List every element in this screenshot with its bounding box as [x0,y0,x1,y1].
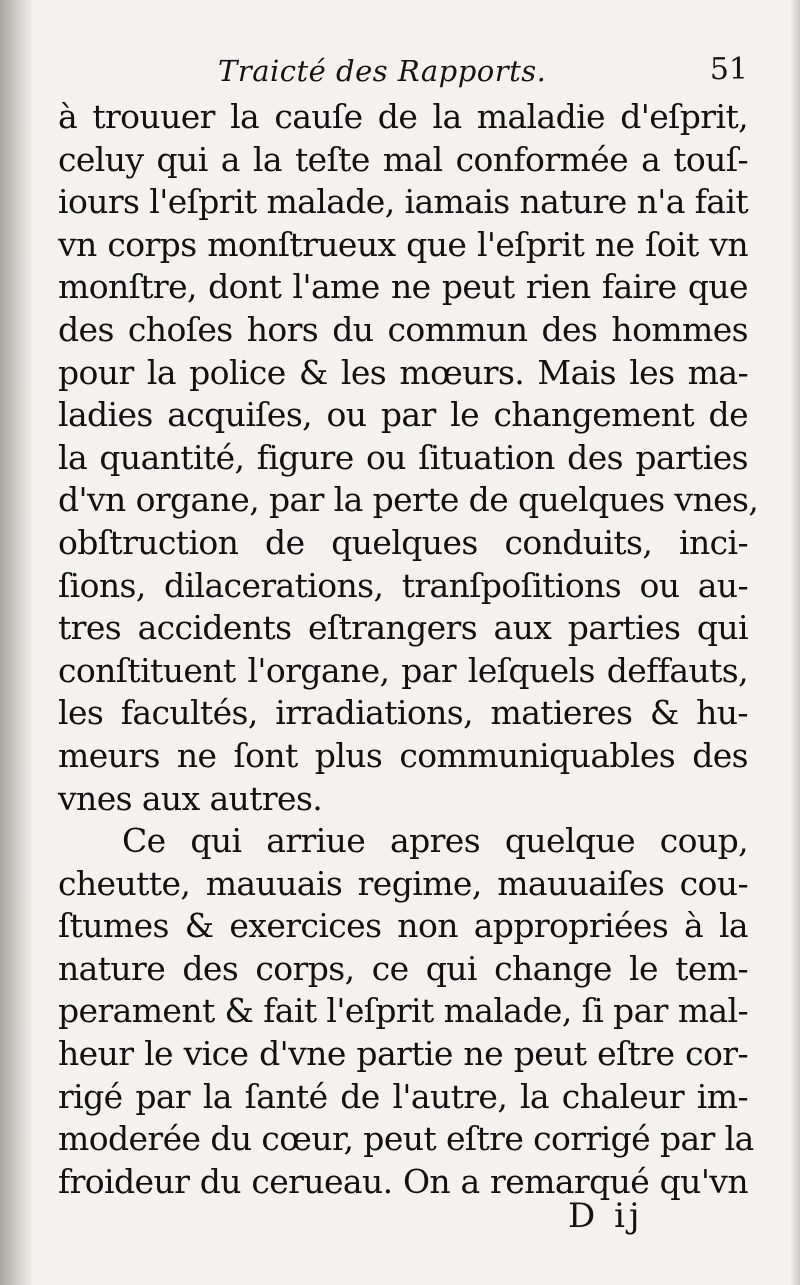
page-number: 51 [709,52,748,87]
body-text [58,96,759,1203]
text-line: heur le vice d'vne partie ne peut eſtre cor- [58,1034,748,1074]
text-line: celuy qui a la teſte mal conformée a touſ- [58,139,748,179]
text-line: moderée du cœur, peut eſtre corrigé par la [58,1119,754,1159]
text-line: la quantité, figure ou ſituation des parties [58,437,748,477]
text-line: monſtre, dont l'ame ne peut rien faire que [58,267,748,307]
text-line: ladies acquiſes, ou par le changement de [58,395,748,435]
text-line: les facultés, irradiations, matieres & hu- [58,693,748,733]
text-line: obſtruction de quelques conduits, inci- [58,522,748,562]
text-line: pour la police & les mœurs. Mais les ma- [58,352,748,392]
text-line: meurs ne ſont plus communiquables des [58,735,748,775]
text-line: iours l'eſprit malade, iamais nature n'a fait [58,182,748,222]
text-line: des choſes hors du commun des hommes [58,309,748,349]
text-line: ſions, dilacerations, tranſpoſitions ou au- [58,565,748,605]
paragraph-end-line: vnes aux autres. [58,778,323,818]
text-line: conſtituent l'organe, par leſquels deffauts, [58,650,748,690]
text-line: à trouuer la cauſe de la maladie d'eſprit, [58,97,748,136]
running-head [58,52,748,96]
text-line: perament & fait l'eſprit malade, ſi par mal- [58,991,748,1031]
text-line: vn corps monſtrueux que l'eſprit ne ſoit vn [58,224,748,264]
paragraph-start-line: Ce qui arriue apres quelque coup, [122,821,748,861]
text-line: nature des corps, ce qui change le tem- [58,948,748,988]
text-line: d'vn organe, par la perte de quelques vnes, [58,480,759,520]
text-line: froideur du cerueau. On a remarqué qu'vn [58,1161,748,1201]
signature-mark: D ij [568,1196,644,1236]
text-line: cheutte, mauuais regime, mauuaiſes cou- [58,863,748,903]
text-line: rigé par la ſanté de l'autre, la chaleur im- [58,1076,748,1116]
running-title: Traicté des Rapports. [218,54,547,88]
text-line: tres accidents eſtrangers aux parties qui [58,608,748,648]
text-line: ſtumes & exercices non appropriées à la [58,906,748,946]
